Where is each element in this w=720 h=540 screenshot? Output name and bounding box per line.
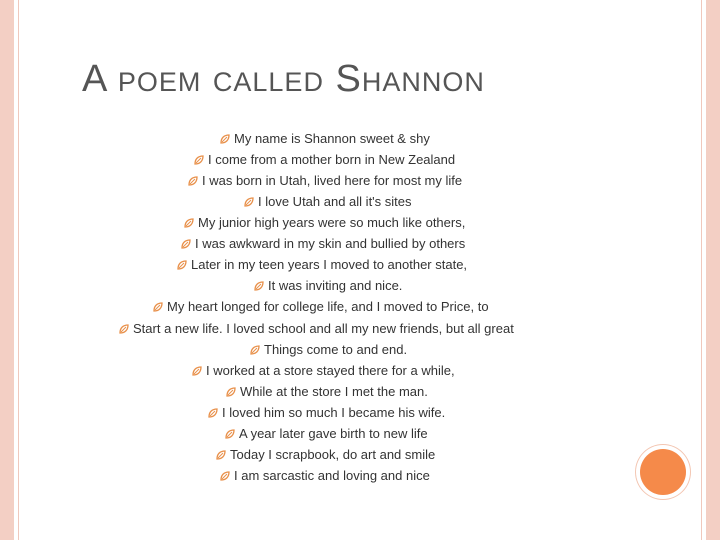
title-word-called: CALLED bbox=[212, 67, 324, 97]
title-word-poem: POEM bbox=[117, 67, 202, 97]
poem-line: My heart longed for college life, and I moved to Price, to bbox=[167, 299, 489, 314]
right-frame-line bbox=[701, 0, 702, 540]
poem-line: A year later gave birth to new life bbox=[239, 426, 428, 441]
poem-line: My name is Shannon sweet & shy bbox=[234, 131, 430, 146]
orange-circle-decoration bbox=[640, 449, 686, 495]
leaf-bullet-icon bbox=[216, 450, 226, 460]
left-frame-line bbox=[18, 0, 19, 540]
poem-line: I worked at a store stayed there for a while, bbox=[206, 363, 455, 378]
poem-line: While at the store I met the man. bbox=[240, 384, 428, 399]
leaf-bullet-icon bbox=[181, 239, 191, 249]
leaf-bullet-icon bbox=[220, 471, 230, 481]
leaf-bullet-icon bbox=[244, 197, 254, 207]
leaf-bullet-icon bbox=[184, 218, 194, 228]
leaf-bullet-icon bbox=[153, 302, 163, 312]
poem-line: Start a new life. I loved school and all my new friends, but all great bbox=[133, 321, 514, 336]
leaf-bullet-icon bbox=[194, 155, 204, 165]
right-frame-border bbox=[706, 0, 720, 540]
leaf-bullet-icon bbox=[225, 429, 235, 439]
poem-line: I am sarcastic and loving and nice bbox=[234, 468, 430, 483]
slide-title bbox=[82, 58, 485, 101]
leaf-bullet-icon bbox=[254, 281, 264, 291]
title-initial: S bbox=[335, 58, 362, 100]
poem-line: I was awkward in my skin and bullied by others bbox=[195, 236, 466, 251]
leaf-bullet-icon bbox=[119, 324, 129, 334]
title-first-letter: A bbox=[82, 58, 107, 100]
poem-line: I was born in Utah, lived here for most my life bbox=[202, 173, 463, 188]
leaf-bullet-icon bbox=[226, 387, 236, 397]
poem-line: Later in my teen years I moved to another state, bbox=[191, 257, 468, 272]
poem-line: My junior high years were so much like others, bbox=[198, 215, 466, 230]
poem-line: I come from a mother born in New Zealand bbox=[208, 152, 456, 167]
title-rest: HANNON bbox=[361, 67, 485, 97]
leaf-bullet-icon bbox=[177, 260, 187, 270]
poem-line: I loved him so much I became his wife. bbox=[222, 405, 446, 420]
leaf-bullet-icon bbox=[208, 408, 218, 418]
leaf-bullet-icon bbox=[220, 134, 230, 144]
leaf-bullet-icon bbox=[188, 176, 198, 186]
poem-line: Things come to and end. bbox=[264, 342, 408, 357]
poem-line: I love Utah and all it's sites bbox=[258, 194, 412, 209]
left-frame-border bbox=[0, 0, 14, 540]
leaf-bullet-icon bbox=[250, 345, 260, 355]
poem-line: Today I scrapbook, do art and smile bbox=[230, 447, 436, 462]
leaf-bullet-icon bbox=[192, 366, 202, 376]
poem-line: It was inviting and nice. bbox=[268, 278, 403, 293]
